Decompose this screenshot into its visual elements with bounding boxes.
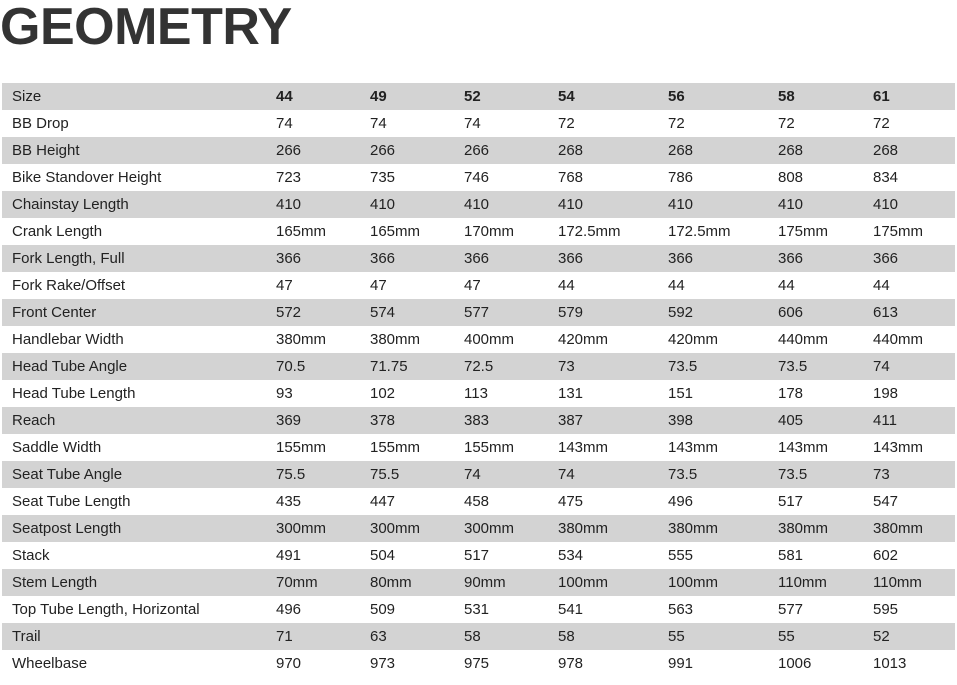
table-row: [2, 488, 955, 515]
table-cell: 504: [370, 547, 396, 564]
size-header: 58: [778, 88, 795, 105]
table-cell: 366: [778, 250, 804, 267]
table-row: [2, 434, 955, 461]
row-label: Seat Tube Length: [12, 493, 131, 510]
row-label: Stem Length: [12, 574, 98, 591]
table-cell: 73.5: [668, 466, 698, 483]
row-label: Trail: [12, 628, 41, 645]
table-cell: 572: [276, 304, 302, 321]
table-cell: 80mm: [370, 574, 412, 591]
table-cell: 398: [668, 412, 694, 429]
table-cell: 366: [276, 250, 302, 267]
row-label: Front Center: [12, 304, 97, 321]
table-cell: 410: [558, 196, 584, 213]
table-cell: 44: [558, 277, 575, 294]
table-cell: 143mm: [778, 439, 829, 456]
table-cell: 400mm: [464, 331, 515, 348]
table-row: [2, 461, 955, 488]
row-label: Wheelbase: [12, 655, 88, 672]
table-cell: 47: [464, 277, 481, 294]
table-cell: 366: [558, 250, 584, 267]
row-label: Fork Rake/Offset: [12, 277, 126, 294]
table-row: [2, 407, 955, 434]
table-cell: 44: [873, 277, 890, 294]
table-cell: 410: [464, 196, 490, 213]
table-cell: 300mm: [370, 520, 421, 537]
table-cell: 808: [778, 169, 804, 186]
table-cell: 534: [558, 547, 584, 564]
table-cell: 1006: [778, 655, 812, 672]
table-cell: 613: [873, 304, 899, 321]
table-cell: 366: [873, 250, 899, 267]
table-cell: 155mm: [464, 439, 515, 456]
table-cell: 44: [778, 277, 795, 294]
table-cell: 155mm: [276, 439, 327, 456]
table-cell: 475: [558, 493, 584, 510]
table-cell: 268: [778, 142, 804, 159]
table-cell: 300mm: [464, 520, 515, 537]
table-cell: 151: [668, 385, 694, 402]
table-cell: 378: [370, 412, 396, 429]
table-cell: 268: [873, 142, 899, 159]
table-cell: 768: [558, 169, 584, 186]
table-cell: 1013: [873, 655, 907, 672]
table-cell: 172.5mm: [558, 223, 621, 240]
table-cell: 131: [558, 385, 584, 402]
table-cell: 458: [464, 493, 490, 510]
table-cell: 143mm: [668, 439, 719, 456]
table-cell: 155mm: [370, 439, 421, 456]
row-label: Crank Length: [12, 223, 103, 240]
table-cell: 786: [668, 169, 694, 186]
table-cell: 531: [464, 601, 490, 618]
table-cell: 55: [778, 628, 795, 645]
table-cell: 268: [668, 142, 694, 159]
page-title: GEOMETRY: [0, 0, 292, 56]
table-cell: 411: [873, 412, 897, 429]
table-cell: 380mm: [873, 520, 924, 537]
table-cell: 75.5: [276, 466, 306, 483]
table-cell: 266: [276, 142, 302, 159]
table-row: [2, 326, 955, 353]
table-cell: 420mm: [558, 331, 609, 348]
row-label: Head Tube Angle: [12, 358, 128, 375]
row-label: Fork Length, Full: [12, 250, 125, 267]
table-cell: 387: [558, 412, 584, 429]
size-header: 61: [873, 88, 890, 105]
size-header: 44: [276, 88, 293, 105]
table-cell: 74: [464, 115, 481, 132]
table-cell: 579: [558, 304, 584, 321]
table-cell: 47: [370, 277, 387, 294]
table-cell: 383: [464, 412, 490, 429]
table-cell: 72: [873, 115, 890, 132]
row-label: Saddle Width: [12, 439, 102, 456]
table-cell: 746: [464, 169, 490, 186]
table-cell: 410: [276, 196, 302, 213]
geometry-table: [2, 83, 955, 677]
table-cell: 268: [558, 142, 584, 159]
table-cell: 496: [276, 601, 302, 618]
table-cell: 723: [276, 169, 302, 186]
table-row: [2, 218, 955, 245]
table-cell: 93: [276, 385, 293, 402]
table-cell: 592: [668, 304, 694, 321]
table-row: [2, 191, 955, 218]
table-cell: 143mm: [558, 439, 609, 456]
table-cell: 369: [276, 412, 302, 429]
row-label: Seatpost Length: [12, 520, 122, 537]
table-row: [2, 245, 955, 272]
table-cell: 178: [778, 385, 804, 402]
table-cell: 110mm: [873, 574, 922, 591]
row-label: BB Height: [12, 142, 80, 159]
table-cell: 410: [370, 196, 396, 213]
table-cell: 366: [464, 250, 490, 267]
row-label: Head Tube Length: [12, 385, 136, 402]
row-label: Chainstay Length: [12, 196, 129, 213]
table-cell: 58: [464, 628, 481, 645]
table-cell: 410: [873, 196, 899, 213]
size-header: 49: [370, 88, 387, 105]
table-cell: 581: [778, 547, 804, 564]
table-cell: 71: [276, 628, 293, 645]
table-cell: 970: [276, 655, 302, 672]
table-row: [2, 110, 955, 137]
table-cell: 834: [873, 169, 899, 186]
table-cell: 380mm: [370, 331, 421, 348]
table-cell: 563: [668, 601, 694, 618]
table-cell: 541: [558, 601, 584, 618]
table-cell: 73: [873, 466, 890, 483]
table-cell: 606: [778, 304, 804, 321]
table-cell: 110mm: [778, 574, 827, 591]
table-row: [2, 272, 955, 299]
table-cell: 55: [668, 628, 685, 645]
table-cell: 366: [370, 250, 396, 267]
table-cell: 405: [778, 412, 804, 429]
row-label: Stack: [12, 547, 50, 564]
table-cell: 100mm: [558, 574, 609, 591]
table-cell: 74: [558, 466, 575, 483]
table-cell: 175mm: [873, 223, 924, 240]
table-row: [2, 650, 955, 677]
table-cell: 90mm: [464, 574, 506, 591]
table-cell: 496: [668, 493, 694, 510]
table-cell: 102: [370, 385, 396, 402]
table-cell: 47: [276, 277, 293, 294]
table-cell: 198: [873, 385, 899, 402]
table-cell: 555: [668, 547, 694, 564]
table-cell: 440mm: [873, 331, 924, 348]
table-cell: 175mm: [778, 223, 829, 240]
table-cell: 52: [873, 628, 890, 645]
table-cell: 991: [668, 655, 694, 672]
table-cell: 72.5: [464, 358, 494, 375]
table-cell: 447: [370, 493, 396, 510]
table-cell: 574: [370, 304, 396, 321]
table-cell: 74: [370, 115, 387, 132]
table-row: [2, 542, 955, 569]
table-cell: 100mm: [668, 574, 719, 591]
table-cell: 300mm: [276, 520, 327, 537]
table-cell: 70.5: [276, 358, 306, 375]
table-cell: 73.5: [778, 358, 808, 375]
table-cell: 165mm: [276, 223, 327, 240]
table-cell: 170mm: [464, 223, 515, 240]
table-cell: 366: [668, 250, 694, 267]
table-cell: 58: [558, 628, 575, 645]
table-cell: 517: [778, 493, 804, 510]
table-cell: 44: [668, 277, 685, 294]
row-label: Handlebar Width: [12, 331, 124, 348]
table-row: [2, 299, 955, 326]
size-header: 54: [558, 88, 575, 105]
table-cell: 577: [778, 601, 804, 618]
table-cell: 72: [558, 115, 575, 132]
table-cell: 266: [370, 142, 396, 159]
size-header: 52: [464, 88, 481, 105]
table-cell: 595: [873, 601, 899, 618]
row-label: Seat Tube Angle: [12, 466, 123, 483]
table-cell: 420mm: [668, 331, 719, 348]
table-cell: 410: [668, 196, 694, 213]
table-cell: 63: [370, 628, 387, 645]
row-label: Reach: [12, 412, 56, 429]
table-cell: 74: [873, 358, 890, 375]
table-cell: 73: [558, 358, 575, 375]
table-cell: 172.5mm: [668, 223, 731, 240]
table-row: [2, 164, 955, 191]
table-cell: 602: [873, 547, 899, 564]
table-cell: 71.75: [370, 358, 408, 375]
table-cell: 547: [873, 493, 899, 510]
row-label: BB Drop: [12, 115, 69, 132]
row-label: Top Tube Length, Horizontal: [12, 601, 200, 618]
table-cell: 440mm: [778, 331, 829, 348]
table-cell: 74: [464, 466, 481, 483]
row-label: Bike Standover Height: [12, 169, 162, 186]
table-cell: 491: [276, 547, 302, 564]
table-header-row: [2, 83, 955, 110]
table-row: [2, 623, 955, 650]
table-cell: 143mm: [873, 439, 924, 456]
table-cell: 75.5: [370, 466, 400, 483]
table-cell: 380mm: [558, 520, 609, 537]
table-row: [2, 353, 955, 380]
table-cell: 435: [276, 493, 302, 510]
table-row: [2, 137, 955, 164]
table-cell: 113: [464, 385, 488, 402]
table-cell: 410: [778, 196, 804, 213]
table-cell: 72: [778, 115, 795, 132]
table-cell: 72: [668, 115, 685, 132]
size-header: 56: [668, 88, 685, 105]
table-cell: 509: [370, 601, 396, 618]
table-cell: 380mm: [778, 520, 829, 537]
table-row: [2, 569, 955, 596]
table-cell: 517: [464, 547, 490, 564]
table-row: [2, 596, 955, 623]
table-cell: 735: [370, 169, 396, 186]
table-row: [2, 515, 955, 542]
header-label: Size: [12, 88, 42, 105]
table-cell: 577: [464, 304, 490, 321]
table-row: [2, 380, 955, 407]
table-cell: 978: [558, 655, 584, 672]
table-cell: 70mm: [276, 574, 318, 591]
table-cell: 73.5: [668, 358, 698, 375]
table-cell: 973: [370, 655, 396, 672]
table-cell: 165mm: [370, 223, 421, 240]
table-cell: 74: [276, 115, 293, 132]
table-cell: 266: [464, 142, 490, 159]
table-cell: 975: [464, 655, 490, 672]
table-cell: 73.5: [778, 466, 808, 483]
table-cell: 380mm: [276, 331, 327, 348]
table-cell: 380mm: [668, 520, 719, 537]
